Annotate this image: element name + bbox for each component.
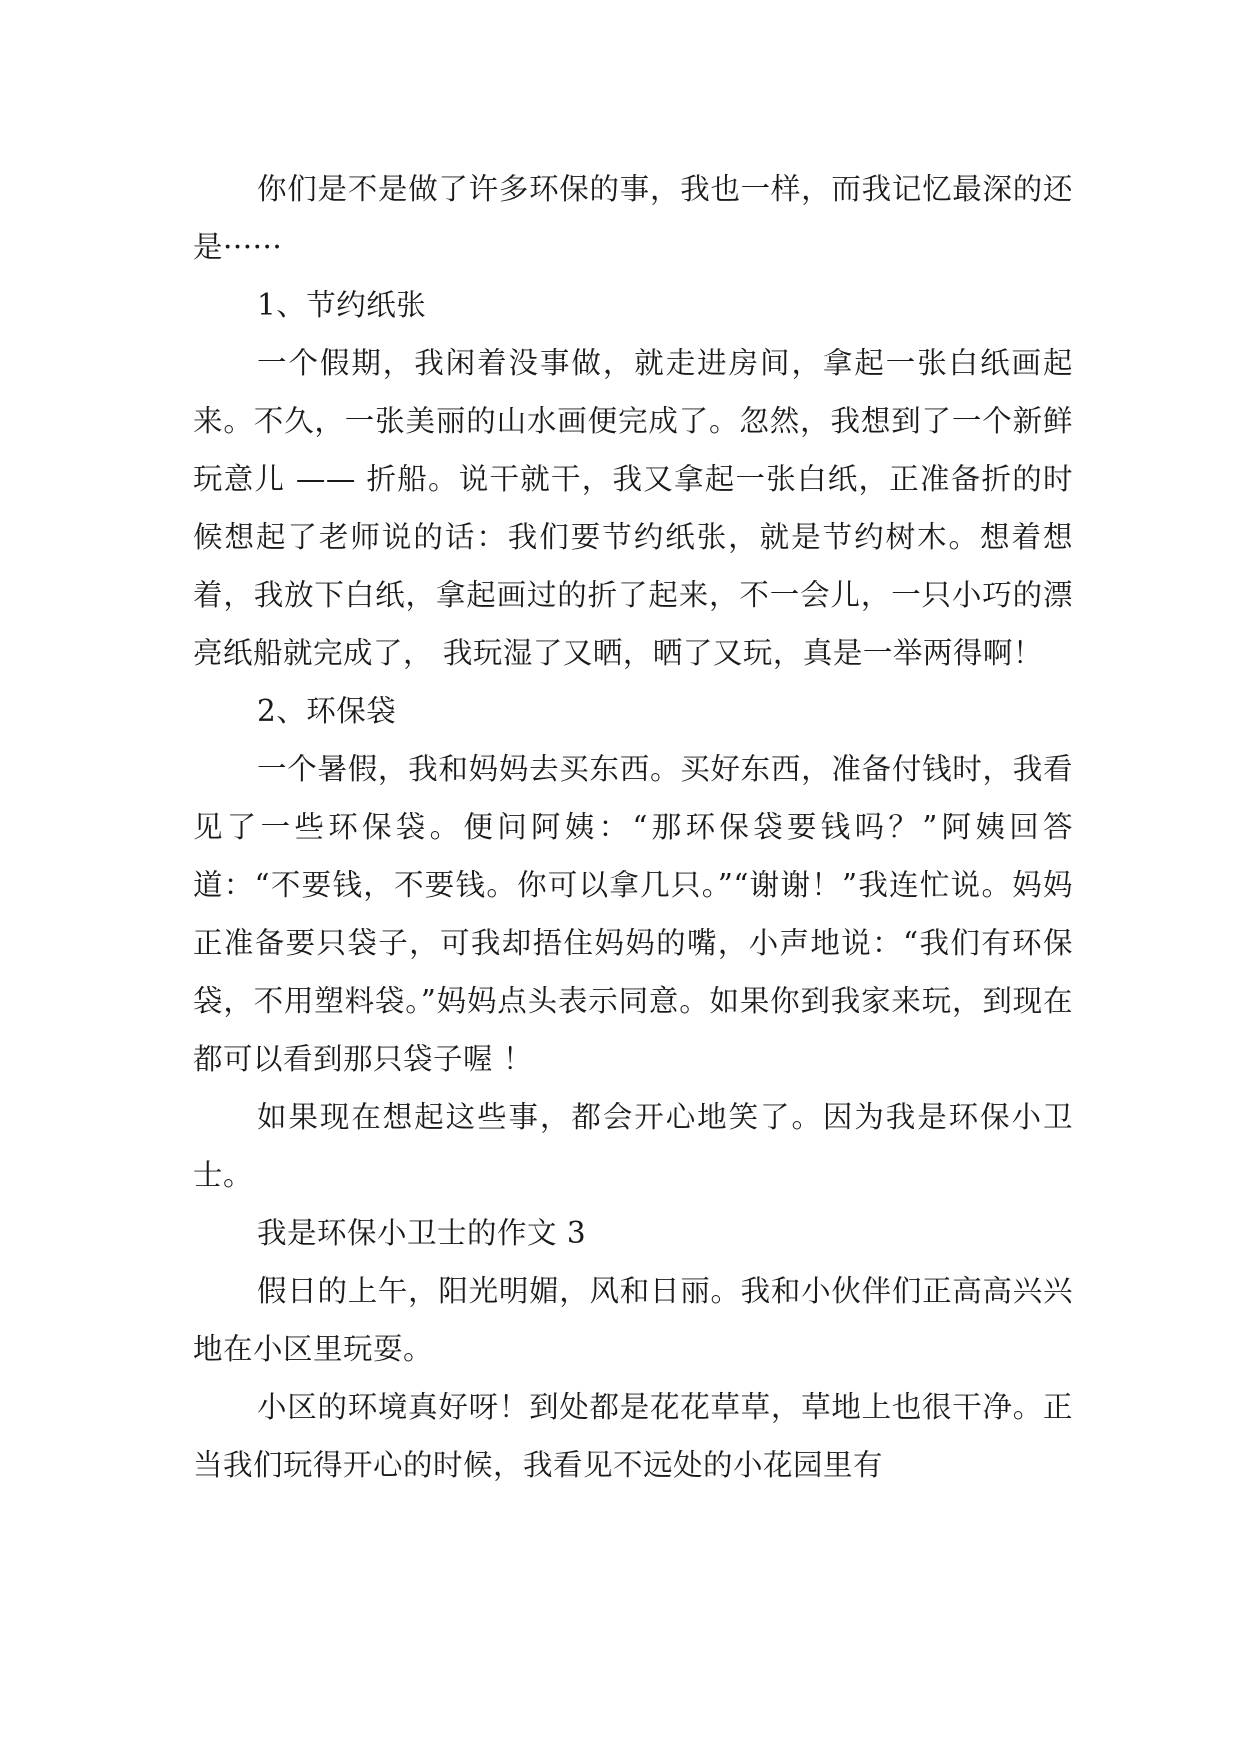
section-heading-eco-bag: 2、环保袋 [257, 694, 397, 728]
paragraph-intro: 你们是不是做了许多环保的事，我也一样，而我记忆最深的还是······ [193, 172, 1073, 264]
paragraph-eco-bag: 一个暑假，我和妈妈去买东西。买好东西，准备付钱时，我看见了一些环保袋。便问阿姨：“那环保袋要钱吗？”阿姨回答道：“不要钱，不要钱。你可以拿几只。”“谢谢！”我连忙说。妈妈正准备要只袋子，可我却捂住妈妈的嘴，小声地说：“我们有环保袋，不用塑料袋。”妈妈点头表示同意。如果你到我家来玩，到现在都可以看到那只袋子喔 ！ [193, 752, 1073, 1076]
paragraph-save-paper: 一个假期，我闲着没事做，就走进房间，拿起一张白纸画起来。不久，一张美丽的山水画便完成了。忽然，我想到了一个新鲜玩意儿 —— 折船。说干就干，我又拿起一张白纸，正准备折的时候想起了老师说的话：我们要节约纸张，就是节约树木。想着想着，我放下白纸，拿起画过的折了起来，不一会儿，一只小巧的漂亮纸船就完成了， 我玩湿了又晒，晒了又玩，真是一举两得啊！ [193, 346, 1073, 670]
paragraph-holiday-morning: 假日的上午，阳光明媚，风和日丽。我和小伙伴们正高高兴兴地在小区里玩耍。 [193, 1274, 1073, 1366]
document-body [193, 160, 1073, 1494]
paragraph-neighborhood: 小区的环境真好呀！到处都是花花草草，草地上也很干净。正当我们玩得开心的时候，我看见不远处的小花园里有 [193, 1390, 1073, 1482]
section-heading-save-paper: 1、节约纸张 [257, 288, 427, 322]
essay-title-3: 我是环保小卫士的作文 3 [257, 1216, 587, 1250]
paragraph-conclusion: 如果现在想起这些事，都会开心地笑了。因为我是环保小卫士。 [193, 1100, 1073, 1192]
